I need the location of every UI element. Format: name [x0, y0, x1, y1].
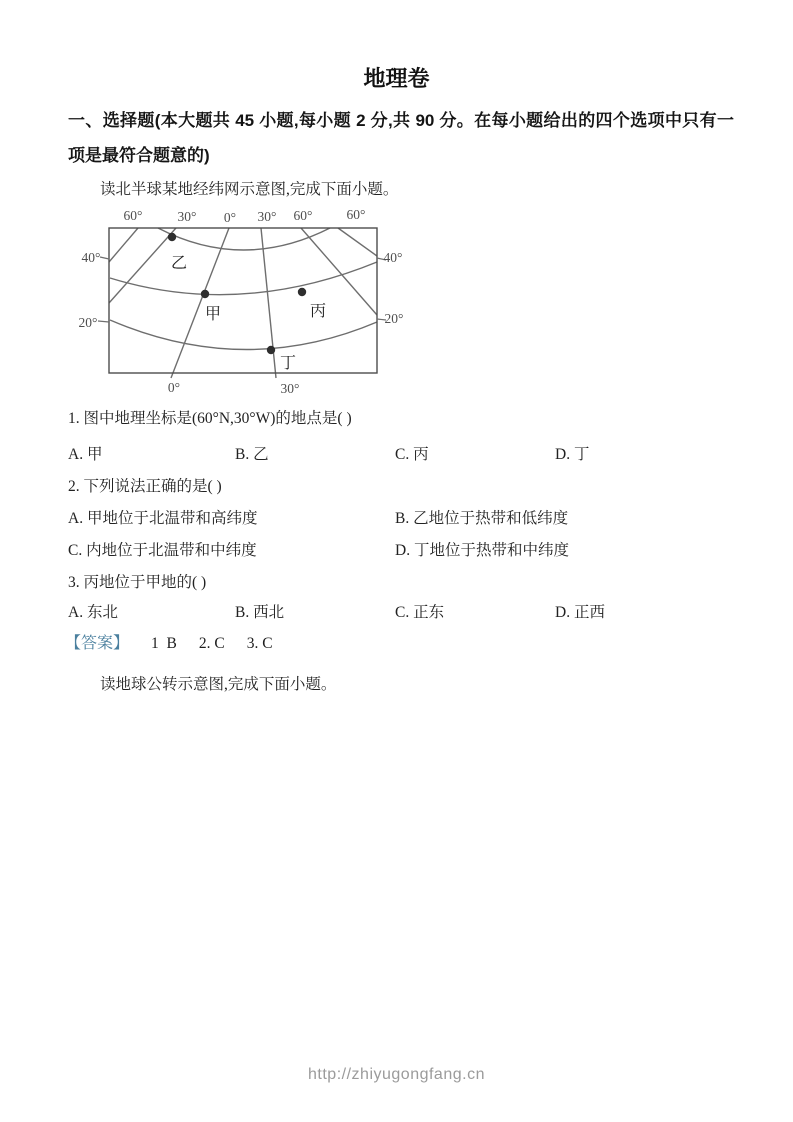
point-dot-yi — [168, 233, 176, 241]
answer-item-2: 2. C — [198, 635, 225, 652]
question-2-text: 2. 下列说法正确的是( ) — [68, 478, 222, 495]
meridian-60w — [109, 228, 138, 262]
meridian-60e — [301, 228, 377, 315]
question-3-text: 3. 丙地位于甲地的( ) — [68, 574, 207, 591]
latitude-arc-40 — [110, 262, 377, 295]
point-label-yi: 乙 — [170, 255, 188, 272]
page-title: 地理卷 — [363, 66, 430, 91]
question-3-option-d: D. 正西 — [555, 604, 605, 621]
passage-intro-revolution: 读地球公转示意图,完成下面小题。 — [100, 676, 337, 693]
question-1-option-d: D. 丁 — [555, 446, 590, 463]
left-tick-label-20: 20° — [78, 315, 98, 330]
point-label-ding: 丁 — [279, 355, 297, 372]
point-label-bing: 丙 — [309, 303, 327, 320]
top-tick-label-far-east: 60° — [346, 207, 366, 222]
bottom-tick-label-0: 0° — [167, 380, 181, 395]
question-2-option-c: C. 内地位于北温带和中纬度 — [68, 542, 257, 559]
question-1-text: 1. 图中地理坐标是(60°N,30°W)的地点是( ) — [68, 410, 352, 427]
left-tick-label-40: 40° — [81, 250, 101, 265]
point-label-jia: 甲 — [204, 306, 222, 323]
graticule-figure — [75, 200, 425, 398]
left-tick-20 — [98, 321, 109, 322]
section-heading: 一、选择题(本大题共 45 小题,每小题 2 分,共 90 分。在每小题给出的四个选项中只有一项是最符合题意的) — [68, 111, 734, 165]
right-tick-label-40: 40° — [383, 250, 403, 265]
question-1-option-c: C. 丙 — [395, 446, 429, 463]
question-1-option-a: A. 甲 — [68, 446, 103, 463]
answer-tag: 【答案】 — [65, 635, 130, 652]
answer-item-1: 1 B — [151, 635, 177, 652]
bottom-tick-label-30: 30° — [280, 381, 300, 396]
top-tick-label-0: 0° — [223, 210, 237, 225]
question-3-option-a: A. 东北 — [68, 604, 118, 621]
top-tick-label-30e: 30° — [257, 209, 277, 224]
question-3-option-b: B. 西北 — [235, 604, 285, 621]
top-tick-label-60e: 60° — [293, 208, 313, 223]
left-tick-40 — [100, 257, 109, 259]
right-tick-label-20: 20° — [384, 311, 404, 326]
top-tick-label-60w: 60° — [123, 208, 143, 223]
footer-url: http://zhiyugongfang.cn — [308, 1066, 485, 1083]
point-dot-ding — [267, 346, 275, 354]
question-2-option-d: D. 丁地位于热带和中纬度 — [395, 542, 569, 559]
meridian-0 — [171, 228, 229, 378]
point-dot-jia — [201, 290, 209, 298]
top-tick-label-30w: 30° — [177, 209, 197, 224]
question-2-option-a: A. 甲地位于北温带和高纬度 — [68, 510, 258, 527]
point-dot-bing — [298, 288, 306, 296]
latitude-arc-20 — [110, 320, 377, 350]
meridian-30w — [109, 228, 176, 303]
question-3-option-c: C. 正东 — [395, 604, 445, 621]
answer-line — [65, 630, 273, 653]
question-1-option-b: B. 乙 — [235, 446, 269, 463]
meridian-far-east — [338, 228, 377, 256]
question-2-option-b: B. 乙地位于热带和低纬度 — [395, 510, 569, 527]
meridian-30e — [261, 228, 276, 378]
passage-intro-graticule: 读北半球某地经纬网示意图,完成下面小题。 — [100, 181, 399, 198]
answer-item-3: 3. C — [246, 635, 273, 652]
